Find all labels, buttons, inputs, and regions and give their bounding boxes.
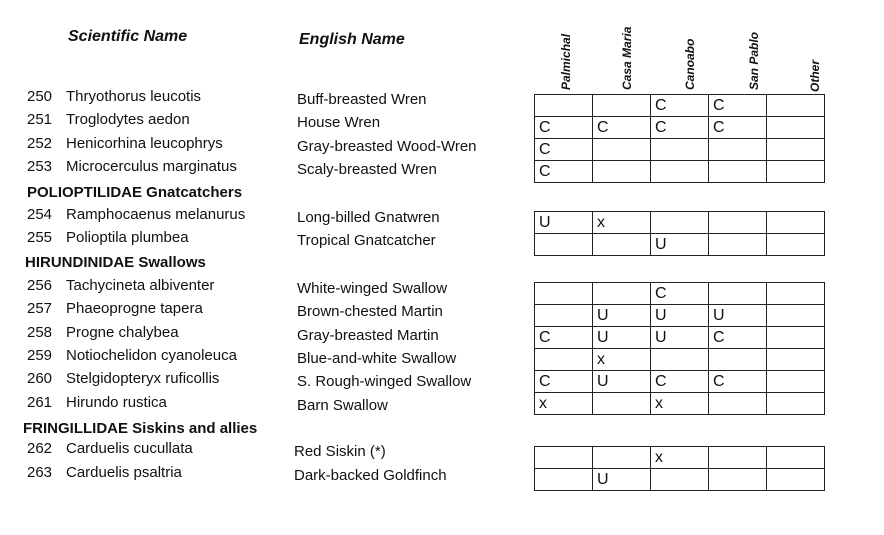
- grid-row: [535, 447, 825, 469]
- occurrence-code: C: [539, 163, 551, 180]
- occurrence-grid-siskins: [534, 446, 825, 491]
- species-number: 254: [27, 206, 53, 223]
- occurrence-code: C: [655, 97, 667, 114]
- occurrence-cell: [593, 117, 651, 139]
- occurrence-cell: [709, 95, 767, 117]
- occurrence-cell: [535, 349, 593, 371]
- occurrence-code: x: [655, 449, 663, 466]
- species-number: 259: [27, 347, 53, 364]
- occurrence-cell: [767, 447, 825, 469]
- occurrence-cell: [535, 234, 593, 256]
- family-label-fringillidae: FRINGILLIDAE Siskins and allies: [23, 420, 258, 437]
- occurrence-cell: [767, 283, 825, 305]
- occurrence-code: U: [597, 329, 609, 346]
- occurrence-cell: [651, 349, 709, 371]
- occurrence-cell: [535, 117, 593, 139]
- occurrence-cell: [535, 469, 593, 491]
- occurrence-code: C: [597, 119, 609, 136]
- english-name: Scaly-breasted Wren: [297, 161, 437, 178]
- occurrence-cell: [651, 212, 709, 234]
- occurrence-cell: [767, 469, 825, 491]
- english-name-header: English Name: [299, 31, 405, 48]
- occurrence-code: U: [713, 307, 725, 324]
- occurrence-cell: [651, 139, 709, 161]
- english-name: White-winged Swallow: [297, 280, 448, 297]
- grid-row: [535, 283, 825, 305]
- english-name: Dark-backed Goldfinch: [294, 467, 447, 484]
- occurrence-cell: [767, 349, 825, 371]
- occurrence-code: C: [539, 141, 551, 158]
- occurrence-cell: [593, 161, 651, 183]
- english-name: Red Siskin (*): [294, 443, 386, 460]
- occurrence-cell: [535, 371, 593, 393]
- grid-row: [535, 305, 825, 327]
- occurrence-cell: [767, 139, 825, 161]
- occurrence-cell: [535, 95, 593, 117]
- english-name: Buff-breasted Wren: [297, 91, 427, 108]
- occurrence-cell: [593, 234, 651, 256]
- species-number: 255: [27, 229, 53, 246]
- scientific-name: Polioptila plumbea: [66, 229, 189, 246]
- occurrence-cell: [593, 95, 651, 117]
- english-name: Barn Swallow: [297, 397, 388, 414]
- occurrence-cell: [709, 469, 767, 491]
- occurrence-cell: [593, 349, 651, 371]
- occurrence-cell: [767, 327, 825, 349]
- occurrence-cell: [651, 283, 709, 305]
- english-name: S. Rough-winged Swallow: [297, 373, 472, 390]
- species-number: 256: [27, 277, 53, 294]
- occurrence-cell: [767, 212, 825, 234]
- occurrence-cell: [709, 139, 767, 161]
- occurrence-code: x: [539, 395, 547, 412]
- occurrence-cell: [767, 161, 825, 183]
- occurrence-code: x: [597, 214, 605, 231]
- species-number: 258: [27, 324, 53, 341]
- occurrence-code: C: [655, 373, 667, 390]
- english-name: Gray-breasted Wood-Wren: [297, 138, 477, 155]
- occurrence-cell: [535, 161, 593, 183]
- occurrence-code: U: [539, 214, 551, 231]
- occurrence-code: C: [713, 373, 725, 390]
- occurrence-cell: [593, 305, 651, 327]
- occurrence-cell: [593, 139, 651, 161]
- occurrence-code: C: [655, 119, 667, 136]
- occurrence-cell: [767, 117, 825, 139]
- occurrence-cell: [651, 447, 709, 469]
- occurrence-cell: [535, 393, 593, 415]
- column-header-san-pablo: San Pablo: [747, 31, 761, 90]
- occurrence-cell: [767, 393, 825, 415]
- occurrence-cell: [593, 212, 651, 234]
- occurrence-grid-gnatcatchers: [534, 211, 825, 256]
- occurrence-cell: [651, 469, 709, 491]
- occurrence-cell: [593, 469, 651, 491]
- scientific-name: Microcerculus marginatus: [66, 158, 237, 175]
- scientific-name: Carduelis psaltria: [66, 464, 182, 481]
- scientific-name: Stelgidopteryx ruficollis: [66, 370, 220, 387]
- grid-row: [535, 393, 825, 415]
- occurrence-code: U: [597, 471, 609, 488]
- column-header-casa-maria: Casa Maria: [620, 26, 634, 90]
- scientific-name: Troglodytes aedon: [66, 111, 190, 128]
- occurrence-cell: [593, 283, 651, 305]
- occurrence-cell: [593, 393, 651, 415]
- occurrence-cell: [535, 139, 593, 161]
- species-number: 251: [27, 111, 53, 128]
- occurrence-code: C: [539, 119, 551, 136]
- occurrence-code: U: [655, 307, 667, 324]
- occurrence-cell: [709, 283, 767, 305]
- occurrence-cell: [767, 305, 825, 327]
- species-number: 250: [27, 88, 53, 105]
- occurrence-cell: [709, 327, 767, 349]
- occurrence-cell: [651, 117, 709, 139]
- occurrence-code: x: [597, 351, 605, 368]
- scientific-name-header: Scientific Name: [68, 28, 188, 45]
- occurrence-cell: [651, 305, 709, 327]
- occurrence-cell: [709, 117, 767, 139]
- english-name: Brown-chested Martin: [297, 303, 443, 320]
- grid-row: [535, 212, 825, 234]
- species-number: 262: [27, 440, 53, 457]
- occurrence-cell: [593, 327, 651, 349]
- scientific-name: Progne chalybea: [66, 324, 179, 341]
- occurrence-cell: [709, 371, 767, 393]
- occurrence-cell: [651, 95, 709, 117]
- english-name: Gray-breasted Martin: [297, 327, 439, 344]
- occurrence-grid-swallows: [534, 282, 825, 415]
- grid-row: [535, 349, 825, 371]
- species-number: 253: [27, 158, 53, 175]
- occurrence-cell: [709, 393, 767, 415]
- species-number: 260: [27, 370, 53, 387]
- grid-row: [535, 327, 825, 349]
- column-header-other: Other: [808, 59, 822, 92]
- species-number: 252: [27, 135, 53, 152]
- species-number: 257: [27, 300, 53, 317]
- occurrence-cell: [709, 234, 767, 256]
- scientific-name: Notiochelidon cyanoleuca: [66, 347, 237, 364]
- occurrence-cell: [535, 283, 593, 305]
- grid-row: [535, 95, 825, 117]
- scientific-name: Ramphocaenus melanurus: [66, 206, 246, 223]
- grid-row: [535, 234, 825, 256]
- occurrence-cell: [709, 349, 767, 371]
- scientific-name: Carduelis cucullata: [66, 440, 193, 457]
- scientific-name: Henicorhina leucophrys: [66, 135, 223, 152]
- english-name: Blue-and-white Swallow: [297, 350, 457, 367]
- occurrence-cell: [535, 305, 593, 327]
- family-label-polioptilidae: POLIOPTILIDAE Gnatcatchers: [27, 184, 243, 201]
- occurrence-grid-wrens: [534, 94, 825, 183]
- occurrence-cell: [767, 371, 825, 393]
- occurrence-cell: [709, 161, 767, 183]
- occurrence-cell: [593, 447, 651, 469]
- occurrence-cell: [651, 161, 709, 183]
- occurrence-code: C: [713, 329, 725, 346]
- occurrence-cell: [535, 327, 593, 349]
- occurrence-code: C: [713, 97, 725, 114]
- grid-row: [535, 117, 825, 139]
- english-name: House Wren: [297, 114, 381, 131]
- occurrence-code: C: [539, 329, 551, 346]
- scientific-name: Tachycineta albiventer: [66, 277, 215, 294]
- occurrence-cell: [709, 305, 767, 327]
- occurrence-cell: [767, 95, 825, 117]
- english-name: Tropical Gnatcatcher: [297, 232, 436, 249]
- occurrence-code: C: [655, 285, 667, 302]
- grid-row: [535, 469, 825, 491]
- occurrence-cell: [651, 371, 709, 393]
- occurrence-code: U: [597, 373, 609, 390]
- occurrence-cell: [767, 234, 825, 256]
- occurrence-code: U: [597, 307, 609, 324]
- grid-row: [535, 139, 825, 161]
- occurrence-cell: [651, 393, 709, 415]
- grid-row: [535, 371, 825, 393]
- species-number: 261: [27, 394, 53, 411]
- species-number: 263: [27, 464, 53, 481]
- occurrence-cell: [535, 212, 593, 234]
- family-label-hirundinidae: HIRUNDINIDAE Swallows: [25, 254, 206, 271]
- occurrence-code: U: [655, 329, 667, 346]
- scientific-name: Thryothorus leucotis: [66, 88, 202, 105]
- column-header-palmichal: Palmichal: [559, 33, 573, 90]
- occurrence-code: U: [655, 236, 667, 253]
- scientific-name: Phaeoprogne tapera: [66, 300, 203, 317]
- occurrence-cell: [651, 327, 709, 349]
- column-header-canoabo: Canoabo: [683, 38, 697, 90]
- occurrence-cell: [709, 212, 767, 234]
- scientific-name: Hirundo rustica: [66, 394, 167, 411]
- occurrence-cell: [535, 447, 593, 469]
- occurrence-code: C: [713, 119, 725, 136]
- occurrence-code: C: [539, 373, 551, 390]
- occurrence-cell: [593, 371, 651, 393]
- grid-row: [535, 161, 825, 183]
- english-name: Long-billed Gnatwren: [297, 209, 440, 226]
- occurrence-cell: [709, 447, 767, 469]
- occurrence-cell: [651, 234, 709, 256]
- occurrence-code: x: [655, 395, 663, 412]
